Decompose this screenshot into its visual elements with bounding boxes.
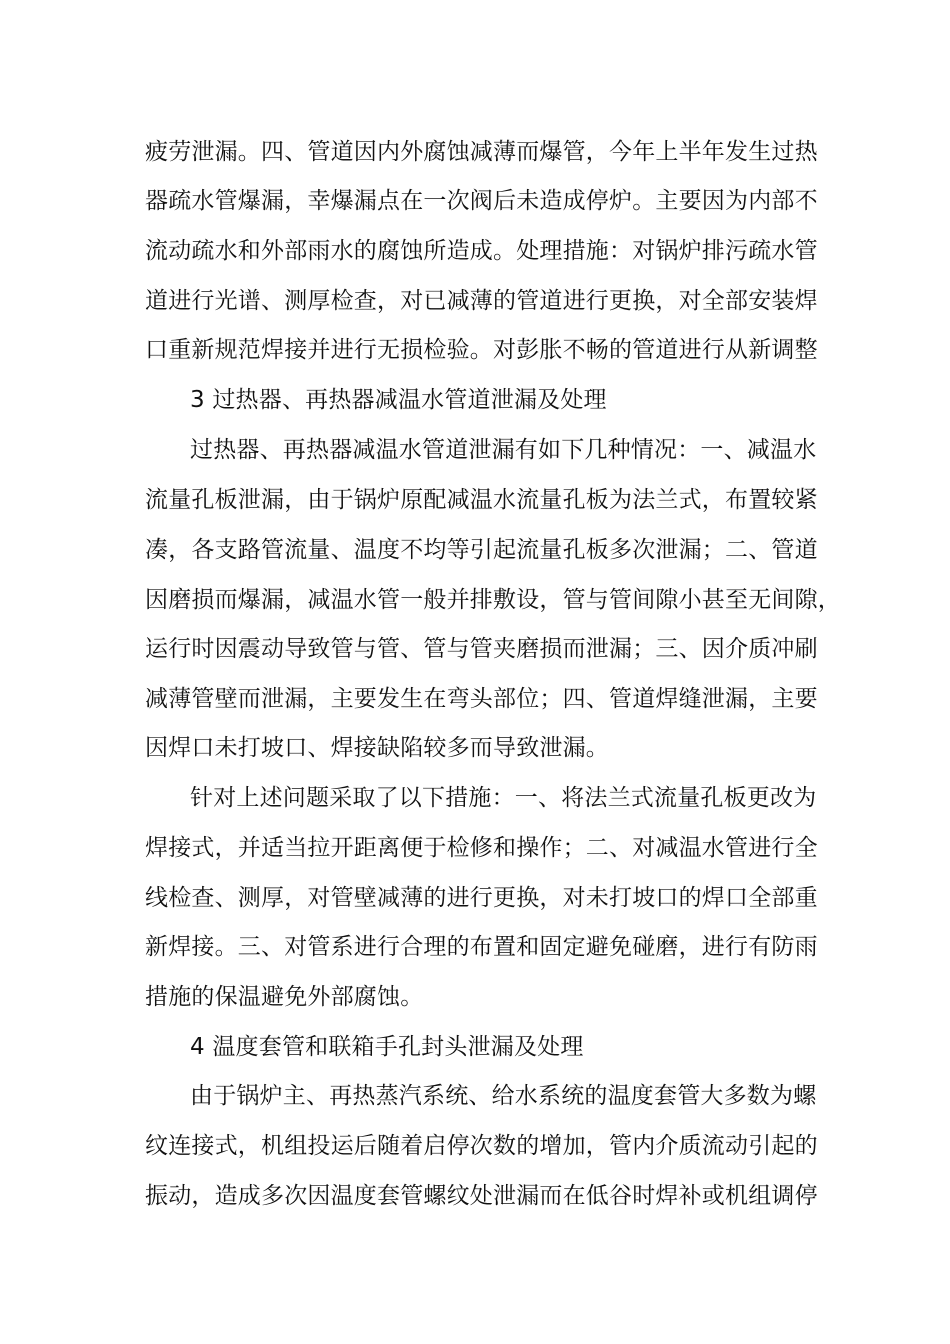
text-line: 凑，各支路管流量、温度不均等引起流量孔板多次泄漏；二、管道 [145, 537, 818, 563]
text-line: 减薄管壁而泄漏，主要发生在弯头部位；四、管道焊缝泄漏，主要 [145, 686, 818, 712]
text-line: 因焊口未打坡口、焊接缺陷较多而导致泄漏。 [145, 735, 609, 761]
text-line: 振动，造成多次因温度套管螺纹处泄漏而在低谷时焊补或机组调停 [145, 1183, 818, 1209]
text-line: 焊接式，并适当拉开距离便于检修和操作；二、对减温水管进行全 [145, 835, 818, 861]
text-line: 针对上述问题采取了以下措施：一、将法兰式流量孔板更改为 [190, 785, 817, 811]
text-line: 因磨损而爆漏，减温水管一般并排敷设，管与管间隙小甚至无间隙， [145, 587, 841, 613]
text-line: 由于锅炉主、再热蒸汽系统、给水系统的温度套管大多数为螺 [190, 1083, 817, 1109]
text-line: 流量孔板泄漏，由于锅炉原配减温水流量孔板为法兰式，布置较紧 [145, 487, 818, 513]
text-line: 道进行光谱、测厚检查，对已减薄的管道进行更换，对全部安装焊 [145, 288, 818, 314]
text-line: 口重新规范焊接并进行无损检验。对彭胀不畅的管道进行从新调整 [145, 337, 818, 363]
text-line: 措施的保温避免外部腐蚀。 [145, 984, 424, 1010]
text-line: 过热器、再热器减温水管道泄漏有如下几种情况：一、减温水 [190, 437, 817, 463]
text-line: 纹连接式，机组投运后随着启停次数的增加，管内介质流动引起的 [145, 1133, 818, 1159]
text-line: 线检查、测厚，对管壁减薄的进行更换，对未打坡口的焊口全部重 [145, 885, 818, 911]
text-line: 器疏水管爆漏，幸爆漏点在一次阀后未造成停炉。主要因为内部不 [145, 188, 818, 214]
section-heading: 4 温度套管和联箱手孔封头泄漏及处理 [190, 1034, 584, 1060]
text-line: 流动疏水和外部雨水的腐蚀所造成。处理措施：对锅炉排污疏水管 [145, 238, 818, 264]
text-line: 运行时因震动导致管与管、管与管夹磨损而泄漏；三、因介质冲刷 [145, 636, 818, 662]
section-heading: 3 过热器、再热器减温水管道泄漏及处理 [190, 387, 607, 413]
text-line: 新焊接。三、对管系进行合理的布置和固定避免碰磨，进行有防雨 [145, 934, 818, 960]
text-line: 疲劳泄漏。四、管道因内外腐蚀减薄而爆管，今年上半年发生过热 [145, 139, 818, 165]
